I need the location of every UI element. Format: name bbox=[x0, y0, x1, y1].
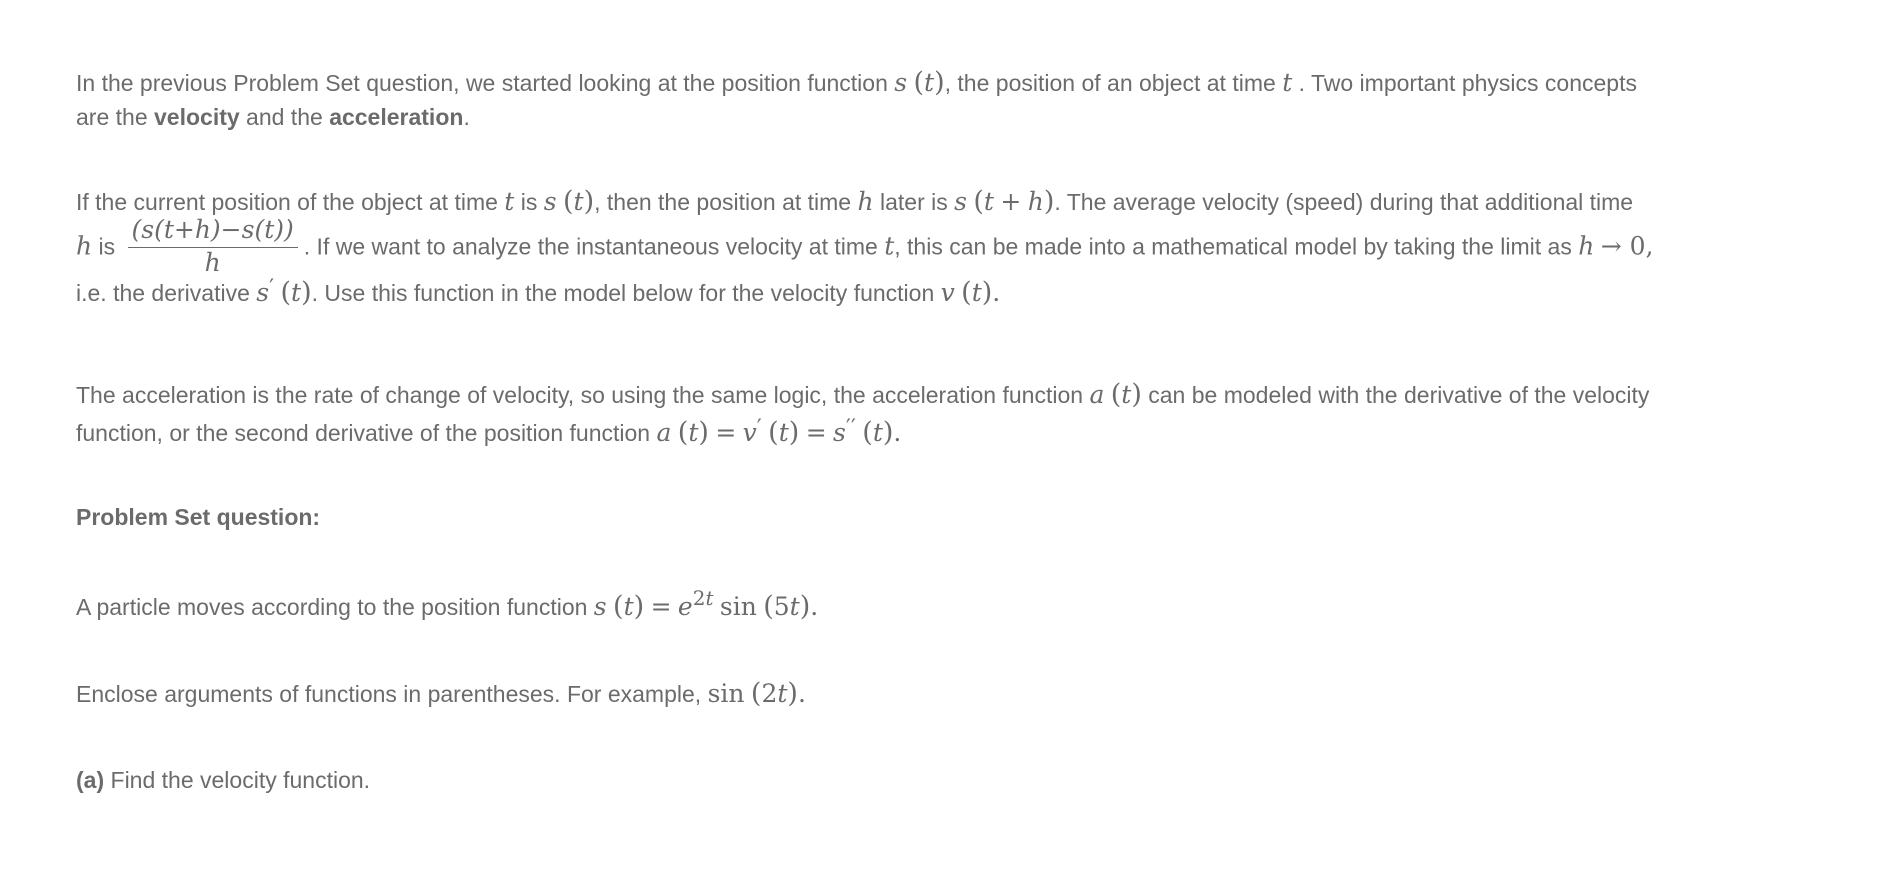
velocity-text: , this can be made into a mathematical model by taking the limit as bbox=[894, 233, 1579, 260]
velocity-text: is bbox=[92, 233, 122, 260]
average-velocity-fraction bbox=[128, 215, 298, 278]
enclose-note: Enclose arguments of functions in parentheses. For example, sin (2t). bbox=[76, 678, 806, 709]
velocity-line-3: i.e. the derivative s′ (t). Use this function in the model below for the velocity function v (t). bbox=[76, 276, 1001, 308]
problem-heading-text: Problem Set question: bbox=[76, 504, 321, 530]
velocity-text: . Use this function in the model below for the velocity function bbox=[311, 280, 941, 306]
intro-line-2 bbox=[76, 100, 1856, 134]
velocity-text: later is bbox=[873, 189, 955, 215]
velocity-line-1: If the current position of the object at time t is s (t), then the position at time h later is s (t + h). The average velocity (speed) during that additional time bbox=[76, 186, 1634, 217]
accel-text: function, or the second derivative of the position function bbox=[76, 420, 657, 446]
part-a-label: (a) bbox=[76, 767, 105, 793]
intro-paragraph bbox=[76, 66, 1856, 134]
intro-line-1: In the previous Problem Set question, we started looking at the position function s (t), the position of an object at time t . Two important physics concepts bbox=[76, 67, 1637, 98]
accel-line-2: function, or the second derivative of the position function a (t) = v′ (t) = s′′ (t). bbox=[76, 416, 902, 448]
problem-heading bbox=[76, 500, 1856, 534]
velocity-text: If the current position of the object at time bbox=[76, 189, 505, 215]
velocity-text: . If we want to analyze the instantaneous velocity at time bbox=[303, 233, 885, 260]
accel-text: can be modeled with the derivative of the velocity bbox=[1141, 382, 1650, 408]
acceleration-term: acceleration bbox=[329, 104, 464, 130]
acceleration-paragraph bbox=[76, 378, 1856, 450]
fraction-numerator: (s(t+h)−s(t)) bbox=[128, 215, 298, 248]
intro-text: are the bbox=[76, 104, 154, 130]
intro-text: , the position of an object at time bbox=[944, 70, 1283, 96]
velocity-line-2: h is $\frac{(s(t+h)-s(t))}{h}$ . If we want to analyze the instantaneous velocity at time t, this can be made into a mathematical model by taking the limit as h → 0, bbox=[76, 215, 1654, 277]
velocity-text: . The average velocity (speed) during that additional time bbox=[1054, 189, 1634, 215]
part-a-text: Find the velocity function. bbox=[104, 767, 371, 793]
intro-text: . bbox=[463, 104, 470, 130]
velocity-text: i.e. the derivative bbox=[76, 280, 257, 306]
enclose-note-text: Enclose arguments of functions in parentheses. For example, bbox=[76, 681, 708, 707]
problem-statement-text: A particle moves according to the position function bbox=[76, 594, 594, 620]
accel-text: The acceleration is the rate of change of velocity, so using the same logic, the acceleration function bbox=[76, 382, 1090, 408]
intro-text: In the previous Problem Set question, we started looking at the position function bbox=[76, 70, 895, 96]
velocity-text: is bbox=[514, 189, 544, 215]
intro-text: . Two important physics concepts bbox=[1298, 70, 1637, 96]
fraction-denominator: h bbox=[204, 248, 221, 277]
part-a bbox=[76, 763, 1856, 797]
velocity-paragraph bbox=[76, 185, 1856, 310]
velocity-text: , then the position at time bbox=[594, 189, 858, 215]
accel-line-1: The acceleration is the rate of change of velocity, so using the same logic, the acceleration function a (t) can be modeled with the derivative of the velocity bbox=[76, 379, 1650, 410]
velocity-term: velocity bbox=[154, 104, 240, 130]
intro-text: and the bbox=[239, 104, 330, 130]
problem-statement: A particle moves according to the position function s $(t) = e^{2t}$ sin (5t). bbox=[76, 586, 819, 622]
